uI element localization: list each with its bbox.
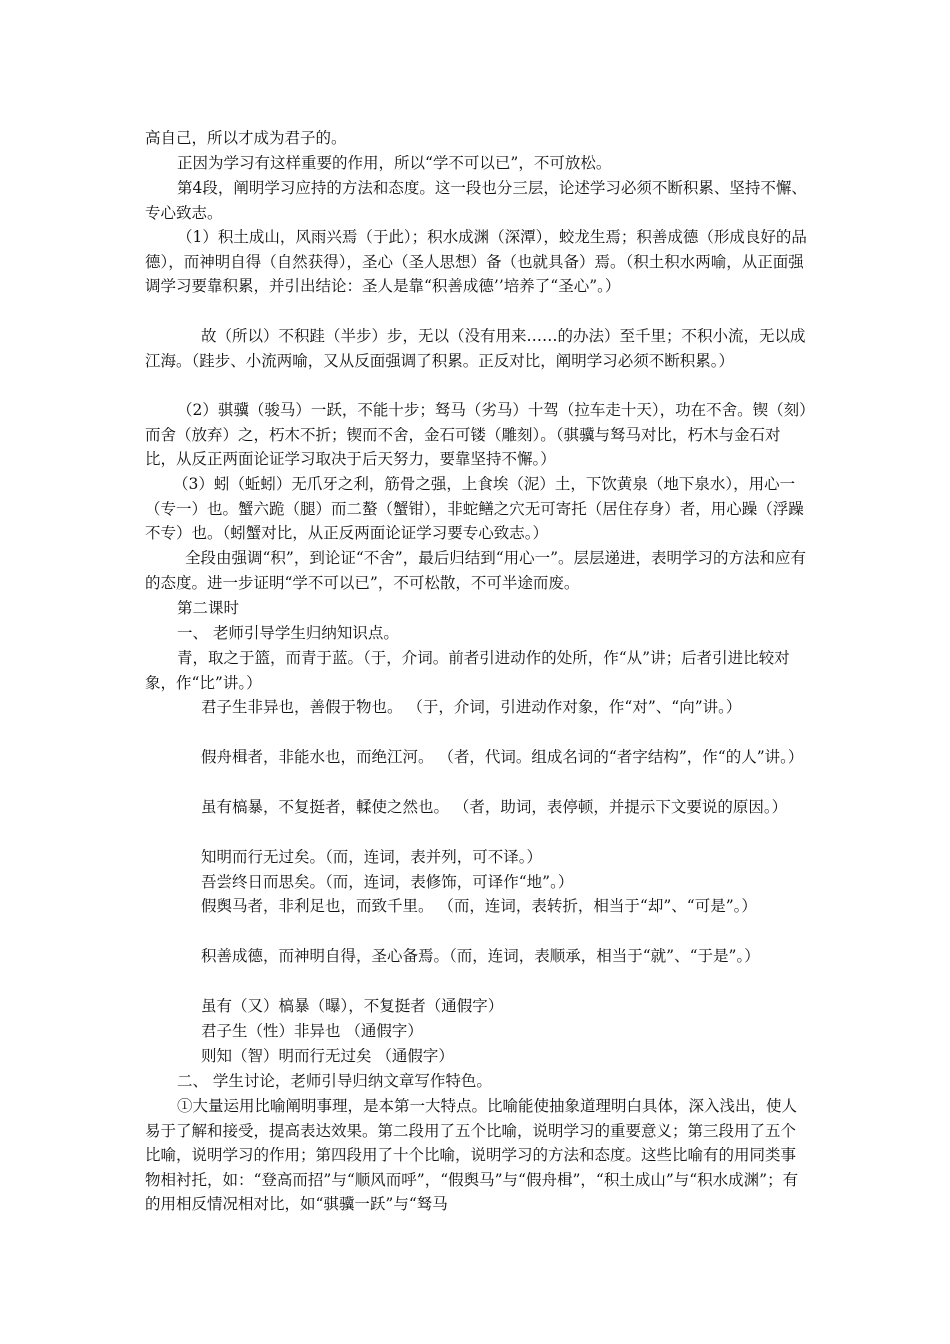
paragraph: 故（所以）不积跬（半步）步，无以（没有用来……的办法）至千里；不积小流，无以成江海。（跬步、小流两喻，又从反面强调了积累。正反对比，阐明学习必须不断积累。） — [145, 327, 806, 370]
paragraph: 假舟楫者，非能水也，而绝江河。 （者，代词。组成名词的“者字结构”，作“的人”讲。） — [201, 748, 804, 766]
paragraph: 青，取之于篮，而青于蓝。（于，介词。前者引进动作的处所，作“从”讲；后者引进比较对象，作“比”讲。） — [145, 649, 790, 692]
paragraph: 君子生（性）非异也 （通假字） — [201, 1022, 423, 1040]
paragraph: （3）蚓（蚯蚓）无爪牙之利，筋骨之强，上食埃（泥）土，下饮黄泉（地下泉水），用心一（专一）也。蟹六跪（腿）而二螯（蟹钳），非蛇鳝之穴无可寄托（居住存身）者，用心躁（浮躁不专）也。（蚓蟹对比，从正反两面论证学习要专心致志。） — [145, 475, 804, 543]
paragraph: ①大量运用比喻阐明事理，是本第一大特点。比喻能使抽象道理明白具体，深入浅出，使人易于了解和接受，提高表达效果。第二段用了五个比喻，说明学习的重要意义；第三段用了五个比喻，说明学习的作用；第四段用了十个比喻，说明学习的方法和态度。这些比喻有的用同类事物相衬托，如：“登高而招”与“顺风而呼”，“假舆马”与“假舟楫”，“积土成山”与“积水成渊”；有的用相反情况相对比，如“骐骥一跃”与“驽马 — [145, 1097, 799, 1214]
paragraph: 高自己，所以才成为君子的。 — [145, 129, 347, 147]
paragraph: 假舆马者，非利足也，而致千里。 （而，连词，表转折，相当于“却”、“可是”。） — [201, 897, 757, 915]
paragraph: （1）积土成山，风雨兴焉（于此）；积水成渊（深潭），蛟龙生焉；积善成德（形成良好的品德），而神明自得（自然获得），圣心（圣人思想）备（也就具备）焉。（积土积水两喻，从正面强调学习要靠积累，并引出结论：圣人是靠“积善成德’’培养了“圣心”。） — [145, 228, 807, 296]
paragraph: （2）骐骥（骏马）一跃，不能十步；驽马（劣马）十驾（拉车走十天），功在不舍。锲（刻）而舍（放弃）之，朽木不折；锲而不舍，金石可镂（雕刻）。（骐骥与驽马对比，朽木与金石对比，从反正两面论证学习取决于后天努力，要靠坚持不懈。） — [145, 401, 807, 469]
paragraph: 知明而行无过矣。（而，连词，表并列，可不译。） — [201, 848, 543, 866]
paragraph: 虽有槁暴，不复挺者，輮使之然也。 （者，助词，表停顿，并提示下文要说的原因。） — [201, 798, 788, 816]
paragraph: 积善成德，而神明自得，圣心备焉。（而，连词，表顺承，相当于“就”、“于是”。） — [201, 947, 760, 965]
paragraph: 则知（智）明而行无过矣 （通假字） — [201, 1047, 454, 1065]
paragraph: 虽有（又）槁暴（曝），不复挺者（通假字） — [201, 997, 504, 1015]
paragraph: 吾尝终日而思矣。（而，连词，表修饰，可译作“地”。） — [201, 873, 574, 891]
paragraph: 正因为学习有这样重要的作用，所以“学不可以已”，不可放松。 — [177, 154, 612, 172]
section-heading: 第二课时 — [177, 599, 240, 617]
paragraph: 君子生非异也，善假于物也。 （于，介词，引进动作对象，作“对”、“向”讲。） — [201, 698, 742, 716]
section-heading: 二、 学生讨论，老师引导归纳文章写作特色。 — [177, 1072, 492, 1090]
paragraph: 第4段，阐明学习应持的方法和态度。这一段也分三层，论述学习必须不断积累、坚持不懈、专心致志。 — [145, 179, 807, 222]
paragraph: 全段由强调“积”，到论证“不舍”，最后归结到“用心一”。层层递进，表明学习的方法和应有的态度。进一步证明“学不可以已”，不可松散，不可半途而废。 — [145, 549, 807, 592]
section-heading: 一、 老师引导学生归纳知识点。 — [177, 624, 399, 642]
